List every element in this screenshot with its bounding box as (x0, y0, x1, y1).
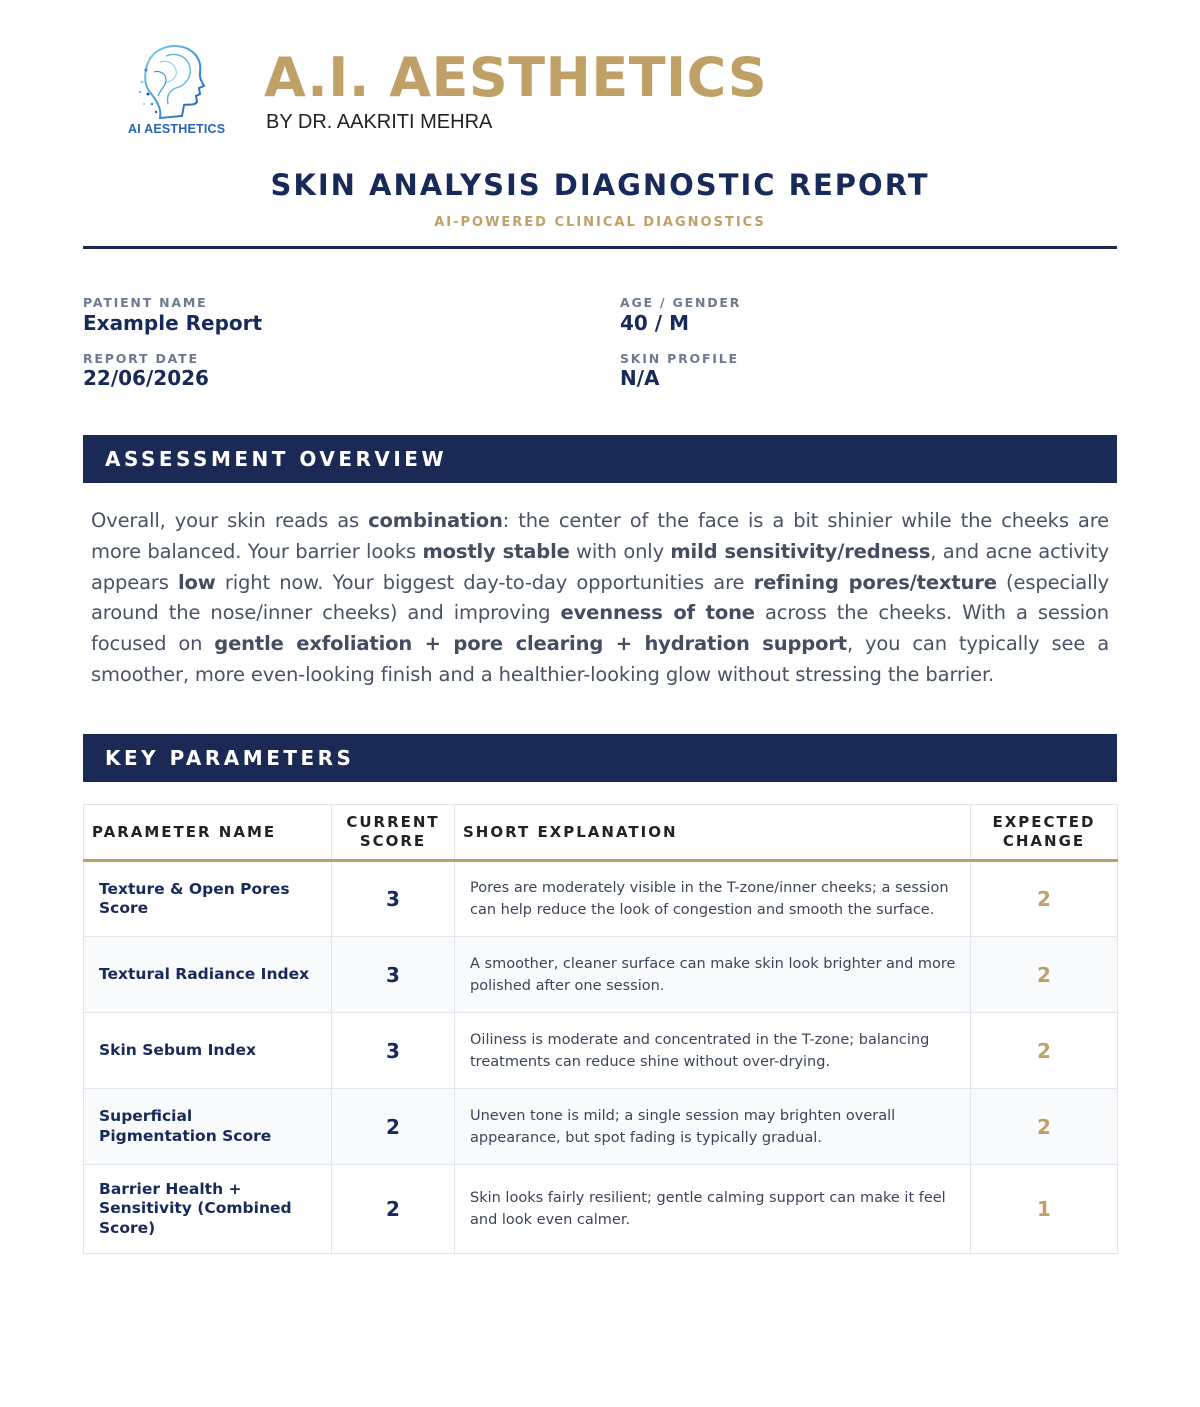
overview-highlight: mild sensitivity/redness (670, 539, 931, 563)
overview-text-segment: with only (569, 539, 671, 563)
table-row (84, 861, 1118, 937)
overview-highlight: refining pores/texture (753, 570, 997, 594)
overview-highlight: combination (368, 509, 503, 532)
overview-text-segment: Overall, your skin reads as (91, 509, 369, 532)
overview-text-segment: , and acne activity appears (91, 539, 1109, 594)
parameter-name: Superficial Pigmentation Score (84, 1089, 332, 1165)
header-divider (83, 246, 1117, 249)
report-header (0, 0, 1200, 160)
ai-head-profile-icon (136, 42, 206, 120)
column-header-line: CURRENT (346, 813, 440, 831)
table-header-row (84, 805, 1118, 861)
table-row (84, 937, 1118, 1013)
section-heading: KEY PARAMETERS (105, 746, 355, 770)
overview-highlight: low (178, 570, 216, 594)
parameter-name: Texture & Open Pores Score (84, 861, 332, 937)
short-explanation: A smoother, cleaner surface can make skin look brighter and more polished after one session. (455, 937, 971, 1013)
brand-subtitle: BY DR. AAKRITI MEHRA (266, 111, 493, 133)
column-header-parameter-name: PARAMETER NAME (84, 805, 332, 861)
patient-name-value: Example Report (83, 311, 263, 335)
current-score: 2 (332, 1089, 455, 1165)
table-row (84, 1165, 1118, 1254)
column-header-current-score (332, 805, 455, 861)
column-header-line: EXPECTED (992, 813, 1096, 831)
age-gender-label: AGE / GENDER (620, 295, 742, 310)
current-score: 3 (332, 861, 455, 937)
table-row (84, 1089, 1118, 1165)
overview-text-segment: : the center of the face is a bit shinier while the cheeks are more balanced. Your barrier looks (91, 509, 1109, 563)
current-score: 2 (332, 1165, 455, 1254)
skin-profile-value: N/A (620, 366, 660, 390)
expected-change: 2 (971, 1013, 1118, 1089)
overview-text-segment: across the cheeks. With a session focused on (91, 601, 1109, 656)
expected-change: 2 (971, 1089, 1118, 1165)
report-title: SKIN ANALYSIS DIAGNOSTIC REPORT (270, 168, 930, 202)
column-header-short-explanation: SHORT EXPLANATION (455, 805, 971, 861)
overview-text-segment: , you can typically see a smoother, more even-looking finish and a healthier-looking glow without stressing the barrier. (91, 632, 1110, 686)
parameter-name: Textural Radiance Index (84, 937, 332, 1013)
table-row (84, 1013, 1118, 1089)
skin-profile-label: SKIN PROFILE (620, 351, 739, 366)
assessment-overview-text (91, 506, 1109, 691)
short-explanation: Pores are moderately visible in the T-zone/inner cheeks; a session can help reduce the look of congestion and smooth the surface. (455, 861, 971, 937)
key-parameters-header (83, 734, 1117, 782)
column-header-line: CHANGE (1002, 832, 1086, 850)
column-header-line: SCORE (359, 832, 427, 850)
brand-title: A.I. AESTHETICS (264, 46, 768, 109)
current-score: 3 (332, 937, 455, 1013)
section-heading: ASSESSMENT OVERVIEW (105, 447, 448, 471)
report-subtitle: AI-POWERED CLINICAL DIAGNOSTICS (434, 215, 766, 230)
parameter-name: Skin Sebum Index (84, 1013, 332, 1089)
overview-text-segment: (especially around the nose/inner cheeks) and improving (91, 570, 1109, 625)
expected-change: 2 (971, 937, 1118, 1013)
overview-highlight: evenness of tone (560, 601, 755, 625)
column-header-expected-change (971, 805, 1118, 861)
overview-text-segment: right now. Your biggest day-to-day opportunities are (215, 570, 754, 594)
expected-change: 2 (971, 861, 1118, 937)
overview-highlight: gentle exfoliation + pore clearing + hydration support (214, 632, 847, 656)
parameter-name: Barrier Health + Sensitivity (Combined Score) (84, 1165, 332, 1254)
expected-change: 1 (971, 1165, 1118, 1254)
short-explanation: Uneven tone is mild; a single session may brighten overall appearance, but spot fading is typically gradual. (455, 1089, 971, 1165)
assessment-overview-header (83, 435, 1117, 483)
patient-name-label: PATIENT NAME (83, 295, 208, 310)
overview-highlight: mostly stable (422, 539, 570, 563)
short-explanation: Oiliness is moderate and concentrated in the T-zone; balancing treatments can reduce shine without over-drying. (455, 1013, 971, 1089)
current-score: 3 (332, 1013, 455, 1089)
logo-text: AI AESTHETICS (128, 122, 226, 136)
short-explanation: Skin looks fairly resilient; gentle calming support can make it feel and look even calmer. (455, 1165, 971, 1254)
brand-logo (122, 42, 232, 142)
key-parameters-table (83, 804, 1118, 1254)
report-date-value: 22/06/2026 (83, 366, 209, 390)
age-gender-value: 40 / M (620, 311, 689, 335)
report-date-label: REPORT DATE (83, 351, 199, 366)
